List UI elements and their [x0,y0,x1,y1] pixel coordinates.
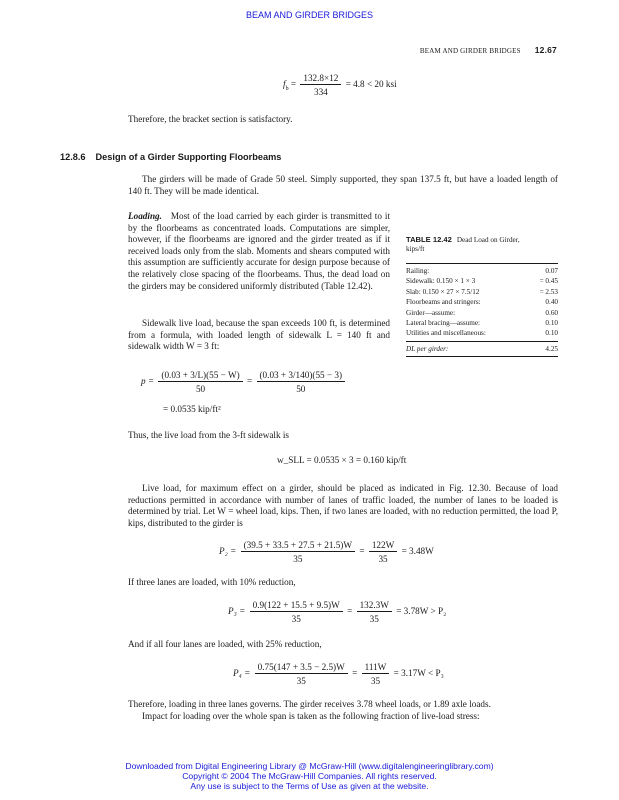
paragraph-governs: Therefore, loading in three lanes governs. The girder receives 3.78 wheel loads, or 1.89 axle loads. [128,699,491,709]
table-row-value: = 2.53 [539,287,558,296]
table-row-value: = 0.45 [539,277,558,286]
table-row-label: Lateral bracing—assume: [406,318,481,327]
table-row-value: 0.10 [545,329,558,338]
footer-line-copyright: Copyright © 2004 The McGraw-Hill Companies. All rights reserved. [182,771,437,781]
equation-p: p = $\frac{(0.03 + 3/L)(55 - W)}{50}$ = $\frac{(0.03 + 3/140)(55 - 3)}{50}$ [141,370,347,394]
section-number: 12.8.6 [60,152,86,162]
section-heading [60,152,281,162]
paragraph-three-lanes: If three lanes are loaded, with 10% reduction, [128,577,296,587]
equation-fb: $f_b$ = $\frac{132.8\times 12}{334}$ = 4.8 < 20 ksi [283,73,397,97]
table-row [406,318,558,328]
table-total-label: DL per girder: [406,344,449,353]
source-banner: BEAM AND GIRDER BRIDGES [245,10,374,20]
table-row [406,308,558,318]
table-row [406,287,558,297]
paragraph-impact: Impact for loading over the whole span is taken as the following fraction of live-load stress: [142,711,480,721]
table-caption: TABLE 12.42 Dead Load on Girder, kips/ft [406,235,520,253]
section-title: Design of a Girder Supporting Floorbeams [95,152,282,162]
footer-line-download[interactable]: Downloaded from Digital Engineering Library @ McGraw-Hill (www.digitalengineeringlibrary.com) [125,761,494,771]
table-row-label: Floorbeams and stringers: [406,298,481,307]
table-row-value: 0.07 [545,267,558,275]
table-row-label: Girder—assume: [406,308,456,317]
equation-p4: P₄ = $\frac{0.75(147 + 3.5 - 2.5)W}{35}$ = $\frac{111W}{35}$ = 3.17W < P₃ [233,662,444,686]
table-row [406,297,558,307]
table-row-label: Utilities and miscellaneous: [406,329,486,338]
equation-p-result: = 0.0535 kip/ft² [163,404,221,414]
footer-copyright [0,761,619,791]
equation-p3: P₃ = $\frac{0.9(122 + 15.5 + 9.5)W}{35}$ = $\frac{132.3W}{35}$ = 3.78W > P₂ [228,600,447,624]
dead-load-table [406,235,558,357]
table-label: TABLE 12.42 [406,235,452,244]
paragraph-bracket: Therefore, the bracket section is satisfactory. [128,114,293,124]
paragraph-intro: The girders will be made of Grade 50 steel. Simply supported, they span 137.5 ft, but have a loaded length of 140 ft. They will be made identical. [128,174,558,196]
table-body [406,264,558,341]
equation-p2: P₂ = $\frac{(39.5 + 33.5 + 27.5 + 21.5)W}{35}$ = $\frac{122W}{35}$ = 3.48W [219,540,434,564]
table-row [406,276,558,286]
table-total-value: 4.25 [545,344,558,353]
paragraph-four-lanes: And if all four lanes are loaded, with 25% reduction, [128,639,322,649]
paragraph-sidewalk: Sidewalk live load, because the span exceeds 100 ft, is determined from a formula, with loaded length of sidewalk L = 140 ft and sidewalk width W = 3 ft: [128,318,390,352]
table-total-row [406,342,558,356]
paragraph-loading: Loading. Most of the load carried by each girder is transmitted to it by the floorbeams as concentrated loads. Computations are simpler, however, if the floorbeams are ignored and the girder treated as if it received loads only from the slab. Moments and shears computed with this assumption are sufficiently accurate for design purpose because of the relatively close spacing of the floorbeams. Thus, the dead load on the girders may be considered uniformly distributed (Table 12.42). [128,211,390,291]
paragraph-live-load-sidewalk: Thus, the live load from the 3-ft sidewalk is [128,430,290,440]
table-bottom-rule [406,356,558,357]
loading-run-in-head: Loading. [128,211,162,221]
paragraph-max-effect: Live load, for maximum effect on a girder, should be placed as indicated in Fig. 12.30. Because of load reductions permitted in accordance with number of lanes of traffic loaded, the number of lanes to be loaded is determined by trial. Let W = wheel load, kips. Then, if two lanes are loaded, with no reduction permitted, the load P, kips, distributed to the girder is [128,483,558,528]
table-row-label: Slab: 0.150 × 27 × 7.5/12 [406,287,480,296]
equation-wsll: w_SLL = 0.0535 × 3 = 0.160 kip/ft [277,455,407,465]
footer-line-terms[interactable]: Any use is subject to the Terms of Use as given at the website. [190,781,429,791]
table-row-value: 0.10 [545,318,558,327]
table-row-label: Sidewalk: 0.150 × 1 × 3 [406,277,476,286]
table-row [406,266,558,276]
running-head [420,45,557,55]
table-row-value: 0.40 [545,298,558,307]
table-row-value: 0.60 [545,308,558,317]
table-row-label: Railing: [406,267,430,275]
page-number: 12.67 [534,45,557,55]
running-head-title: BEAM AND GIRDER BRIDGES [419,47,521,55]
table-row [406,328,558,338]
